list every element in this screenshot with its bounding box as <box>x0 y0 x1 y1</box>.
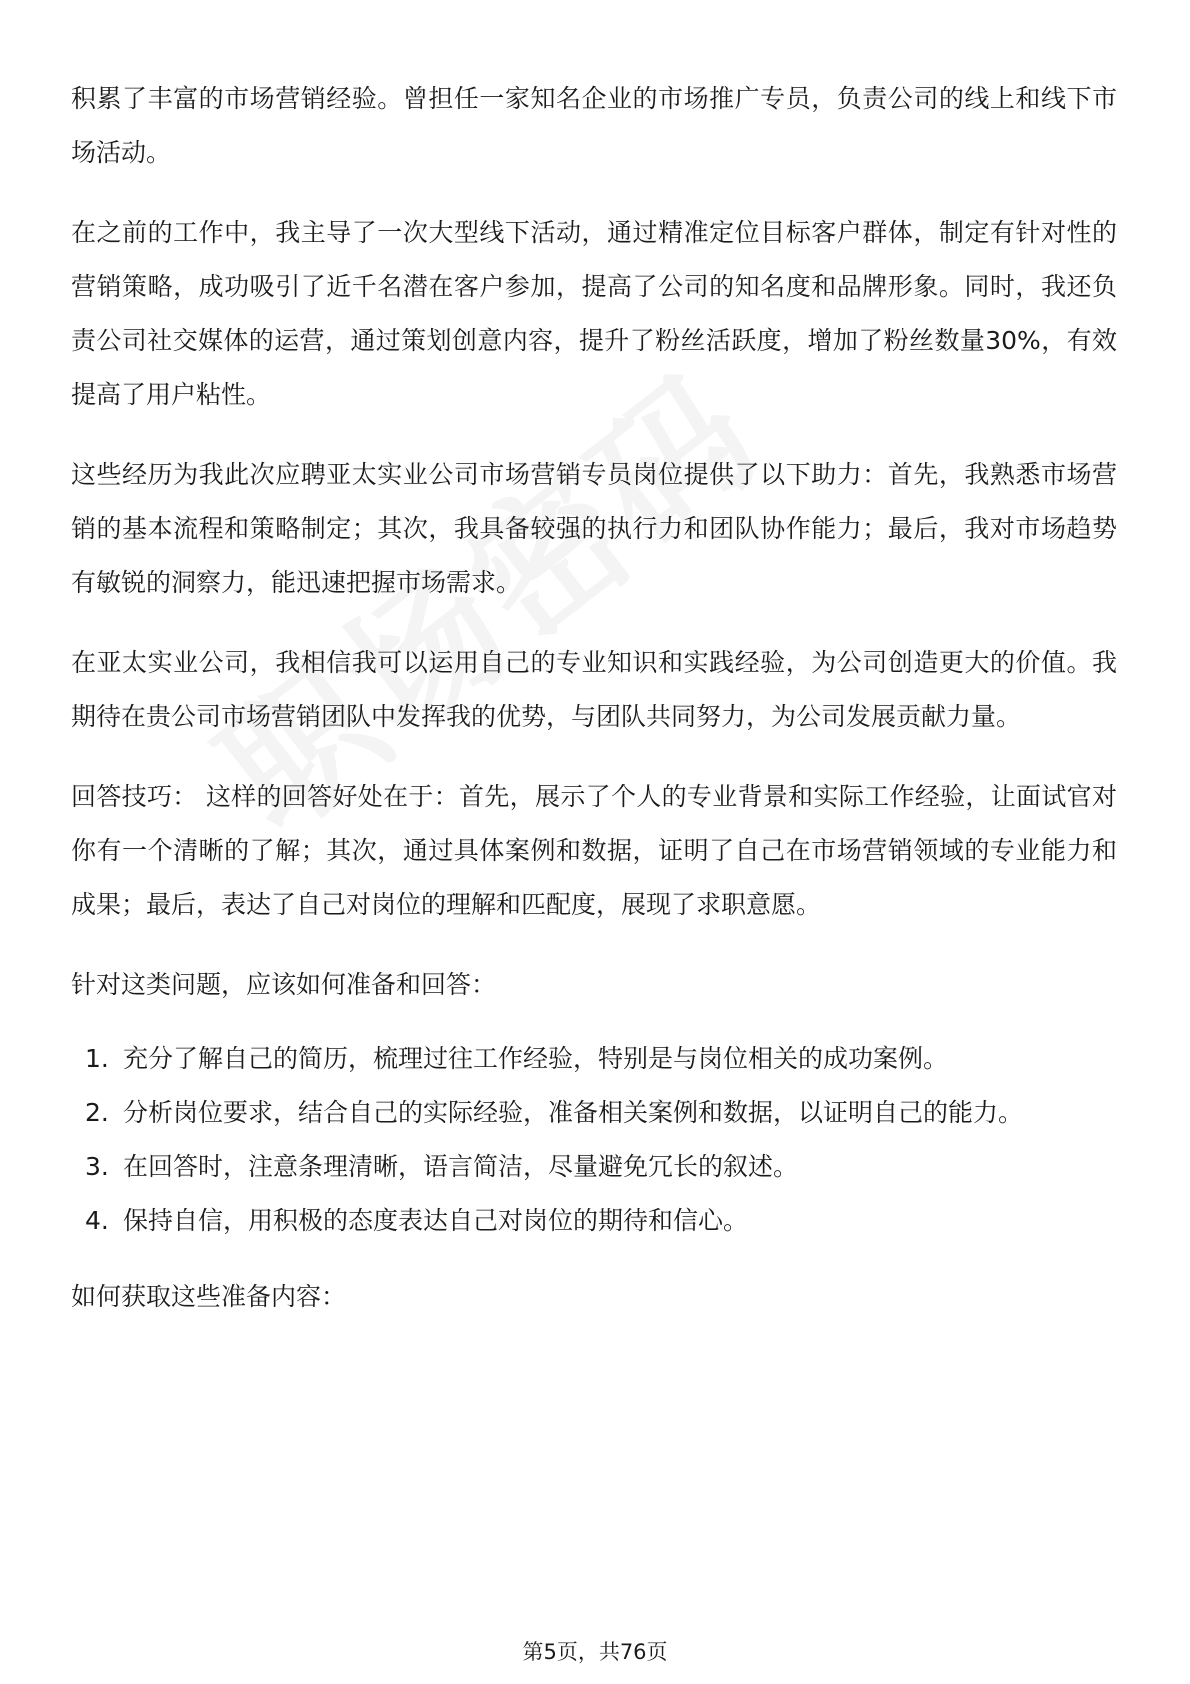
list-text: 充分了解自己的简历，梳理过往工作经验，特别是与岗位相关的成功案例。 <box>123 1044 949 1073</box>
paragraph-strengths: 这些经历为我此次应聘亚太实业公司市场营销专员岗位提供了以下助力：首先，我熟悉市场营销的基本流程和策略制定；其次，我具备较强的执行力和团队协作能力；最后，我对市场趋势有敏锐的洞察力，能迅速把握市场需求。 <box>71 460 1117 597</box>
paragraph-experience: 积累了丰富的市场营销经验。曾担任一家知名企业的市场推广专员，负责公司的线上和线下市场活动。 <box>71 84 1117 167</box>
list-item <box>71 1140 1117 1194</box>
page-content <box>71 72 1117 1350</box>
page-footer: 第5页，共76页 <box>522 1640 668 1664</box>
list-text: 分析岗位要求，结合自己的实际经验，准备相关案例和数据，以证明自己的能力。 <box>123 1098 1024 1127</box>
list-number: 2. <box>85 1098 109 1127</box>
list-number: 4. <box>85 1206 109 1235</box>
list-item <box>71 1086 1117 1140</box>
list-item <box>71 1194 1117 1248</box>
list-number: 3. <box>85 1152 109 1181</box>
prep-list <box>71 1032 1117 1248</box>
list-text: 保持自信，用积极的态度表达自己对岗位的期待和信心。 <box>123 1206 749 1235</box>
paragraph-achievements: 在之前的工作中，我主导了一次大型线下活动，通过精准定位目标客户群体，制定有针对性的营销策略，成功吸引了近千名潜在客户参加，提高了公司的知名度和品牌形象。同时，我还负责公司社交媒体的运营，通过策划创意内容，提升了粉丝活跃度，增加了粉丝数量30%，有效提高了用户粘性。 <box>71 218 1117 409</box>
list-text: 在回答时，注意条理清晰，语言简洁，尽量避免冗长的叙述。 <box>123 1152 799 1181</box>
paragraph-value: 在亚太实业公司，我相信我可以运用自己的专业知识和实践经验，为公司创造更大的价值。我期待在贵公司市场营销团队中发挥我的优势，与团队共同努力，为公司发展贡献力量。 <box>71 648 1117 731</box>
closing-question: 如何获取这些准备内容： <box>71 1282 347 1311</box>
list-number: 1. <box>85 1044 109 1073</box>
prep-intro: 针对这类问题，应该如何准备和回答： <box>71 970 497 999</box>
paragraph-answer-tips: 回答技巧： 这样的回答好处在于：首先，展示了个人的专业背景和实际工作经验，让面试官对你有一个清晰的了解；其次，通过具体案例和数据，证明了自己在市场营销领域的专业能力和成果；最后，表达了自己对岗位的理解和匹配度，展现了求职意愿。 <box>71 782 1117 919</box>
list-item <box>71 1032 1117 1086</box>
